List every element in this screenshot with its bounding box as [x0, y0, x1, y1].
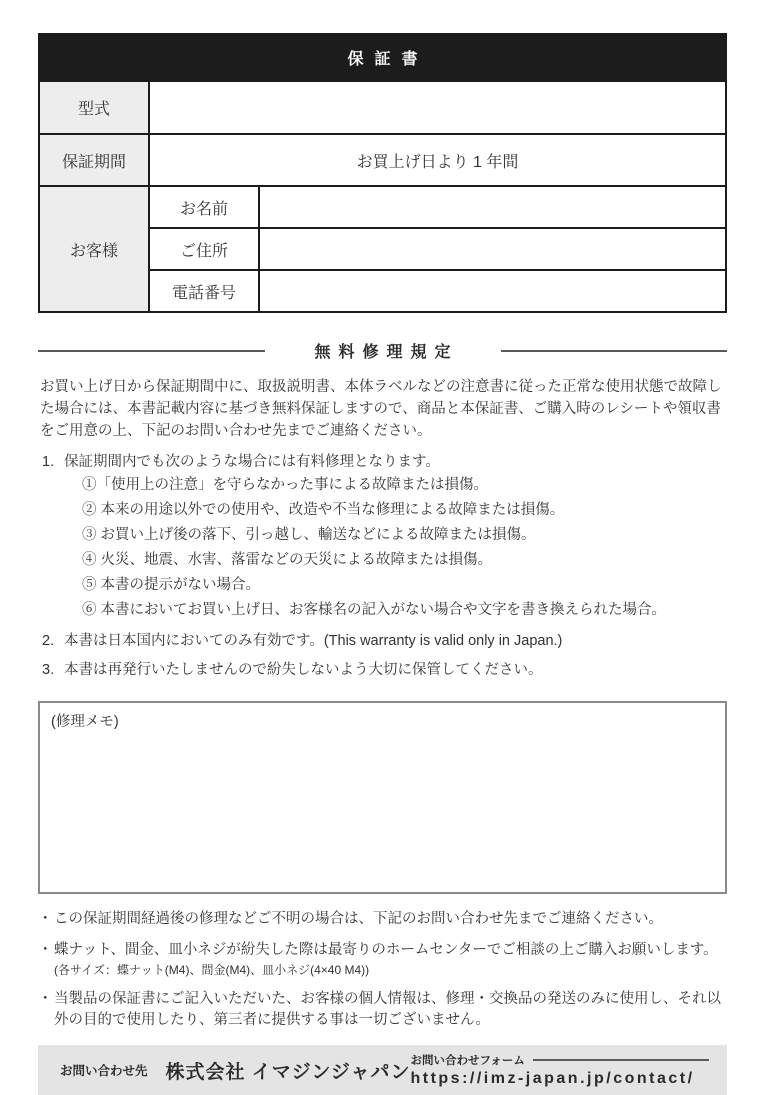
contact-form-rule: [533, 1059, 709, 1061]
policy-subitem-5: ⑤ 本書の提示がない場合。: [82, 577, 261, 593]
notes-list: [38, 909, 727, 1031]
warranty-table: [38, 33, 727, 313]
note-3-bullet: ・: [38, 991, 53, 1007]
heading-rule-left: [38, 350, 265, 352]
note-1: [38, 909, 727, 930]
note-3-text: 当製品の保証書にご記入いただいた、お客様の個人情報は、修理・交換品の発送のみに使用し、それ以外の目的で使用したり、第三者に提供する事は一切ございません。: [54, 991, 721, 1028]
customer-name-value-cell: [259, 186, 726, 228]
note-1-text: この保証期間経過後の修理などご不明の場合は、下記のお問い合わせ先までご連絡ください。: [54, 911, 663, 927]
contact-footer: [38, 1045, 727, 1095]
note-1-bullet: ・: [38, 911, 53, 927]
repair-policy-title: 無料修理規定: [314, 344, 459, 361]
customer-address-value-cell: [259, 228, 726, 270]
policy-item-3-number: 3.: [42, 662, 55, 678]
contact-url[interactable]: https://imz-japan.jp/contact/: [410, 1070, 695, 1087]
policy-subitem-2: ② 本来の用途以外での使用や、改造や不当な修理による故障または損傷。: [82, 502, 565, 518]
repair-policy-intro: お買い上げ日から保証期間中に、取扱説明書、本体ラベルなどの注意書に従った正常な使用状態で故障した場合には、本書記載内容に基づき無料保証しますので、商品と本保証書、ご購入時のレシートや領収書をご用意の上、下記のお問い合わせ先までご連絡ください。: [40, 379, 722, 439]
policy-item-2-number: 2.: [42, 633, 55, 649]
repair-memo-box: [38, 701, 727, 894]
contact-form-row: [410, 1052, 709, 1068]
repair-policy-list: [42, 452, 727, 681]
document-title: 保証書: [39, 34, 726, 81]
warranty-period-value: お買上げ日より 1 年間: [149, 134, 726, 186]
policy-item-1-subitems: [82, 473, 727, 623]
contact-label: お問い合わせ先: [60, 1064, 148, 1078]
customer-name-label: お名前: [149, 186, 259, 228]
policy-subitem-3: ③ お買い上げ後の落下、引っ越し、輸送などによる故障または損傷。: [82, 527, 536, 543]
policy-item-1: [42, 452, 727, 473]
note-3: [38, 989, 727, 1031]
policy-subitem-6: ⑥ 本書においてお買い上げ日、お客様名の記入がない場合や文字を書き換えられた場合。: [82, 602, 667, 618]
note-2-bullet: ・: [38, 942, 53, 958]
customer-phone-value-cell: [259, 270, 726, 312]
policy-item-2: [42, 631, 727, 652]
note-2: [38, 940, 727, 961]
policy-item-3-text: 本書は再発行いたしませんので紛失しないよう大切に保管してください。: [64, 662, 543, 678]
note-2-text: 蝶ナット、間金、皿小ネジが紛失した際は最寄りのホームセンターでご相談の上ご購入お願いします。: [54, 942, 718, 958]
policy-item-1-number: 1.: [42, 454, 55, 470]
model-label: 型式: [39, 81, 149, 134]
repair-memo-label: (修理メモ): [51, 714, 119, 730]
policy-item-3: [42, 660, 727, 681]
note-2-subnote: (各サイズ：蝶ナット(M4)、間金(M4)、皿小ネジ(4×40 M4)): [54, 963, 370, 977]
customer-label: お客様: [39, 186, 149, 312]
heading-rule-right: [501, 350, 728, 352]
contact-form-label: お問い合わせフォーム: [410, 1055, 525, 1067]
contact-form-block: [410, 1052, 709, 1088]
policy-item-1-text: 保証期間内でも次のような場合には有料修理となります。: [64, 454, 440, 470]
policy-item-2-text: 本書は日本国内においてのみ有効です。(This warranty is valid only in Japan.): [64, 633, 563, 649]
customer-phone-label: 電話番号: [149, 270, 259, 312]
policy-subitem-1: ①「使用上の注意」を守らなかった事による故障または損傷。: [82, 477, 488, 493]
repair-policy-heading: [38, 339, 727, 362]
company-name: 株式会社 イマジンジャパン: [165, 1061, 411, 1083]
model-value-cell: [149, 81, 726, 134]
customer-address-label: ご住所: [149, 228, 259, 270]
warranty-period-label: 保証期間: [39, 134, 149, 186]
policy-subitem-4: ④ 火災、地震、水害、落雷などの天災による故障または損傷。: [82, 552, 493, 568]
